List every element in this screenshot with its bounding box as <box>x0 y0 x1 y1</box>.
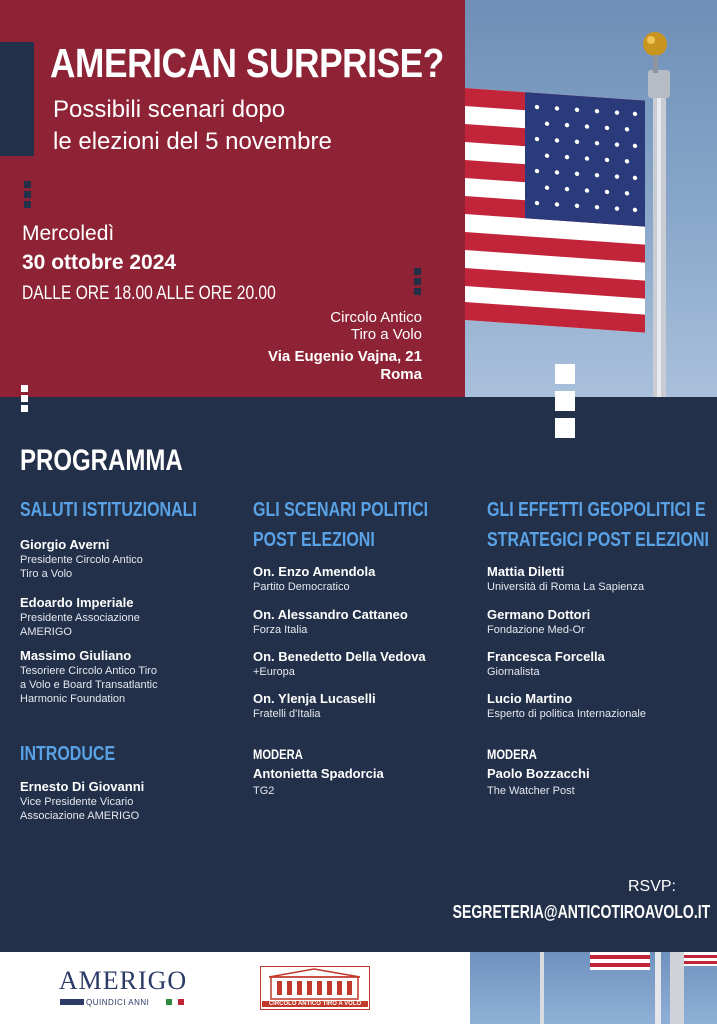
speaker-name: Ernesto Di Giovanni <box>20 779 145 794</box>
speaker-role: Presidente Circolo Antico Tiro a Volo <box>20 554 143 580</box>
speaker-name: Giorgio Averni <box>20 537 110 552</box>
speaker-role: Forza Italia <box>253 624 308 636</box>
speaker-role: Giornalista <box>487 666 540 678</box>
us-flag-illustration <box>465 0 717 397</box>
speaker-name: Mattia Diletti <box>487 564 565 579</box>
moderator-name: Antonietta Spadorcia <box>253 766 384 781</box>
decorative-bar <box>0 42 34 156</box>
col1-heading: SALUTI ISTITUZIONALI <box>20 499 197 521</box>
rsvp-label: RSVP: <box>627 878 676 895</box>
moderator-name: Paolo Bozzacchi <box>487 766 590 781</box>
speaker-role: Presidente Associazione AMERIGO <box>20 612 140 638</box>
intro-heading: INTRODUCE <box>20 743 116 765</box>
speaker-name: Francesca Forcella <box>487 649 605 664</box>
speaker-role: Fratelli d'Italia <box>253 708 321 720</box>
speaker-name: On. Ylenja Lucaselli <box>253 691 376 706</box>
moderator-role: The Watcher Post <box>487 785 575 797</box>
col3-heading-line1: GLI EFFETTI GEOPOLITICI E <box>487 499 706 521</box>
col2-heading-line2: POST ELEZIONI <box>253 529 375 551</box>
event-subtitle-line1: Possibili scenari dopo <box>53 96 286 123</box>
decorative-dots <box>414 268 421 298</box>
speaker-name: On. Enzo Amendola <box>253 564 376 579</box>
venue-street: Via Eugenio Vajna, 21 <box>268 348 422 365</box>
building-icon <box>261 967 368 1001</box>
col2-heading-line1: GLI SCENARI POLITICI <box>253 499 429 521</box>
speaker-role: +Europa <box>253 666 295 678</box>
venue-city: Roma <box>380 366 422 383</box>
event-title: AMERICAN SURPRISE? <box>50 40 444 86</box>
speaker-role: Esperto di politica Internazionale <box>487 708 646 720</box>
venue-name-line2: Tiro a Volo <box>350 326 422 343</box>
col3-heading-line2: STRATEGICI POST ELEZIONI <box>487 529 709 551</box>
event-subtitle-line2: le elezioni del 5 novembre <box>53 128 332 155</box>
speaker-name: Germano Dottori <box>487 607 591 622</box>
speaker-role: Università di Roma La Sapienza <box>487 581 645 593</box>
moderator-label: MODERA <box>487 746 537 762</box>
decorative-dots <box>24 181 31 211</box>
amerigo-logo-subtitle: QUINDICI ANNI <box>86 998 150 1007</box>
speaker-name: On. Benedetto Della Vedova <box>253 649 426 664</box>
venue-name-line1: Circolo Antico <box>330 309 422 326</box>
speaker-role: Tesoriere Circolo Antico Tiro a Volo e Board Transatlantic Harmonic Foundation <box>20 665 158 705</box>
amerigo-logo: AMERIGO <box>58 966 188 995</box>
speaker-name: Lucio Martino <box>487 691 573 706</box>
italian-flag-mini <box>166 999 184 1005</box>
speaker-name: Massimo Giuliano <box>20 648 132 663</box>
rsvp-email-link[interactable]: SEGRETERIA@ANTICOTIROAVOLO.IT <box>452 902 711 922</box>
speaker-role: Partito Democratico <box>253 581 350 593</box>
speaker-name: Edoardo Imperiale <box>20 595 134 610</box>
event-date: 30 ottobre 2024 <box>22 251 177 274</box>
flagpoles-illustration <box>470 952 717 1024</box>
speaker-role: Fondazione Med-Or <box>487 624 585 636</box>
circolo-logo-text: CIRCOLO ANTICO TIRO A VOLO <box>262 1001 368 1007</box>
moderator-label: MODERA <box>253 746 303 762</box>
event-hours: DALLE ORE 18.00 ALLE ORE 20.00 <box>22 283 276 304</box>
decorative-squares <box>555 364 575 445</box>
speaker-role: Vice Presidente Vicario Associazione AMERIGO <box>20 796 140 822</box>
decorative-dots <box>21 385 28 415</box>
moderator-role: TG2 <box>253 785 275 797</box>
us-flag-photo <box>465 0 717 397</box>
speaker-name: On. Alessandro Cattaneo <box>253 607 408 622</box>
flag-photo-footer <box>470 952 717 1024</box>
us-flag-mini <box>60 999 84 1005</box>
program-title: PROGRAMMA <box>20 444 183 477</box>
event-day: Mercoledì <box>22 222 115 245</box>
